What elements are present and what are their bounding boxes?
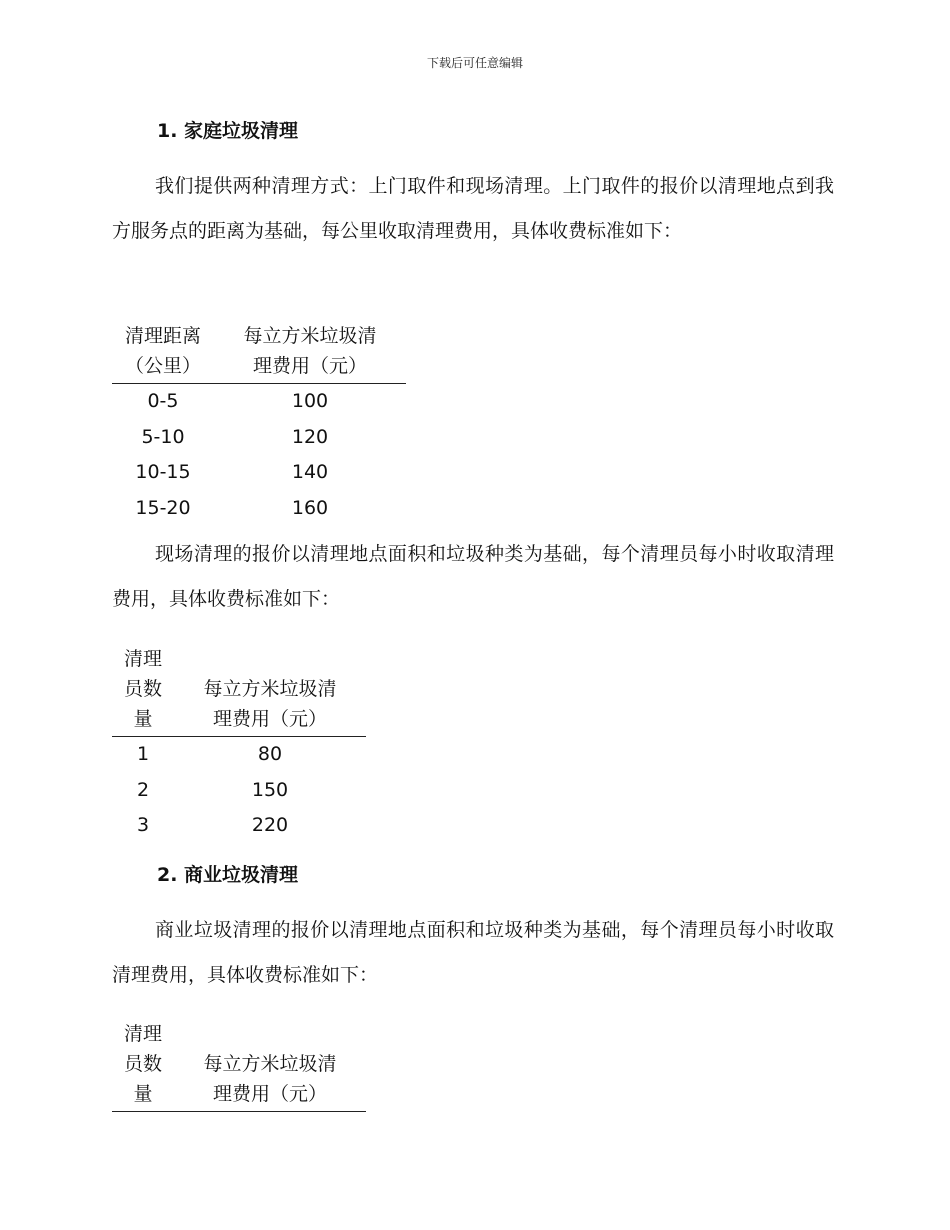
staff-count-cell: 2 xyxy=(136,778,150,801)
fee-cell: 120 xyxy=(291,425,329,448)
column-header-staff-count xyxy=(112,644,174,737)
table-header-row xyxy=(112,321,406,384)
header-line: 清理 xyxy=(123,648,162,670)
table-row xyxy=(112,737,366,773)
column-header-fee xyxy=(174,644,366,737)
column-header-fee xyxy=(174,1019,366,1112)
section2-heading: 2. 商业垃圾清理 xyxy=(157,864,299,886)
column-header-staff-count xyxy=(112,1019,174,1112)
table-row xyxy=(112,773,366,809)
header-line: 员数 xyxy=(123,1053,162,1075)
fee-cell: 150 xyxy=(251,778,289,801)
header-line: 理费用（元） xyxy=(212,708,327,730)
column-header-fee xyxy=(214,321,406,384)
distance-cell: 0-5 xyxy=(147,390,179,412)
table-header-row xyxy=(112,1019,366,1112)
fee-cell: 100 xyxy=(291,390,329,412)
fee-cell: 160 xyxy=(291,496,329,519)
header-line: 量 xyxy=(133,1083,153,1105)
table-row xyxy=(112,384,406,420)
staff-fee-table xyxy=(112,644,366,844)
commercial-fee-table xyxy=(112,1019,366,1112)
fee-cell: 220 xyxy=(251,814,289,836)
table-row xyxy=(112,808,366,844)
distance-fee-table xyxy=(112,321,406,526)
header-line: 清理 xyxy=(123,1023,162,1045)
table-row xyxy=(112,455,406,491)
fee-cell: 140 xyxy=(291,461,329,483)
table-header-row xyxy=(112,644,366,737)
section1-paragraph1: 我们提供两种清理方式：上门取件和现场清理。上门取件的报价以清理地点到我方服务点的距离为基础，每公里收取清理费用，具体收费标准如下： xyxy=(112,175,834,242)
staff-count-cell: 3 xyxy=(136,814,150,836)
header-line: 理费用（元） xyxy=(252,355,367,377)
distance-cell: 5-10 xyxy=(141,425,185,448)
header-line: 清理距离 xyxy=(124,325,201,347)
section2-paragraph: 商业垃圾清理的报价以清理地点面积和垃圾种类为基础，每个清理员每小时收取清理费用，具体收费标准如下： xyxy=(112,919,834,986)
header-line: 每立方米垃圾清 xyxy=(203,1053,337,1075)
column-header-distance xyxy=(112,321,214,384)
page-header: 下载后可任意编辑 xyxy=(426,56,523,70)
staff-count-cell: 1 xyxy=(136,743,150,765)
table-row xyxy=(112,491,406,527)
distance-cell: 10-15 xyxy=(135,461,191,483)
section1-heading: 1. 家庭垃圾清理 xyxy=(157,120,299,142)
header-line: （公里） xyxy=(124,355,201,377)
header-line: 理费用（元） xyxy=(212,1083,327,1105)
table-row xyxy=(112,420,406,456)
header-line: 员数 xyxy=(123,678,162,700)
header-line: 量 xyxy=(133,708,153,730)
section1-paragraph2: 现场清理的报价以清理地点面积和垃圾种类为基础，每个清理员每小时收取清理费用，具体收费标准如下： xyxy=(112,543,834,610)
distance-cell: 15-20 xyxy=(135,496,191,519)
header-line: 每立方米垃圾清 xyxy=(203,678,337,700)
header-line: 每立方米垃圾清 xyxy=(243,325,377,347)
fee-cell: 80 xyxy=(257,743,283,765)
